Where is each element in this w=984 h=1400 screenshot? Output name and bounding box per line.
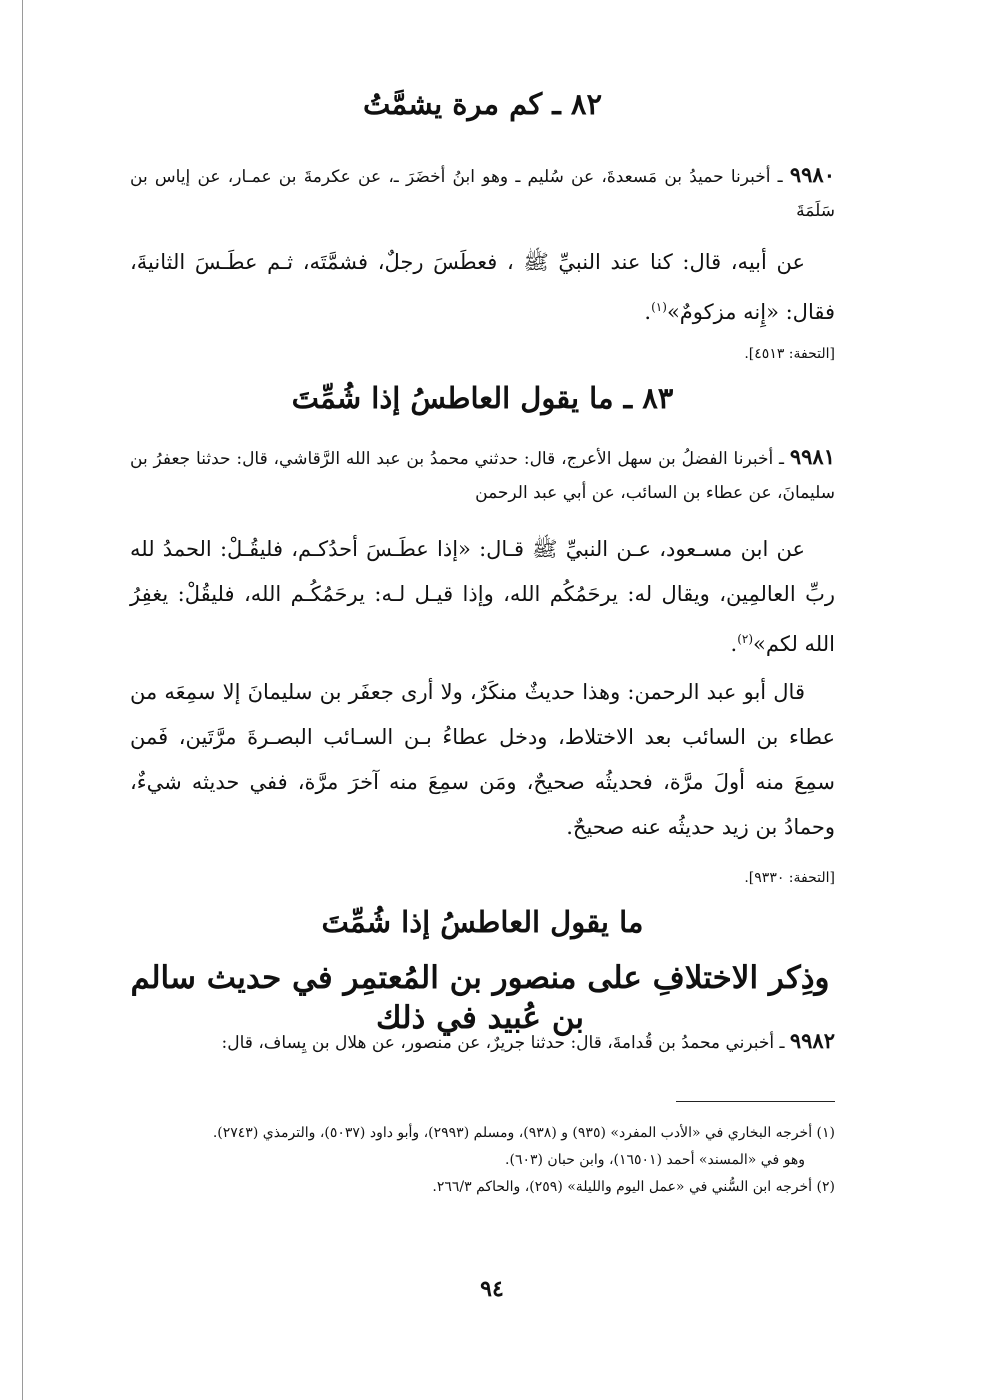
hadith-9981-isnad-block — [130, 440, 835, 510]
footnote-1-line-2: وهو في «المسند» أحمد (١٦٥٠١)، وابن حبان (٦٠٣). — [505, 1152, 805, 1168]
author-comment-block — [130, 670, 835, 850]
footnote-marker-2[interactable]: (٢) — [737, 632, 754, 646]
page-edge-line — [22, 0, 23, 1400]
footnotes — [130, 1120, 835, 1201]
footnote-1-line-1: (١) أخرجه البخاري في «الأدب المفرد» (٩٣٥) و (٩٣٨)، ومسلم (٢٩٩٣)، وأبو داود (٥٠٣٧)، والترمذي (٢٧٤٣). — [212, 1125, 835, 1141]
section-title-1: ما يقول العاطسُ إذا شُمِّتَ — [321, 905, 644, 939]
chapter-83-title: ٨٣ ـ ما يقول العاطسُ إذا شُمِّتَ — [291, 381, 674, 415]
tuhfa-ref-4513: [التحفة: ٤٥١٣]. — [744, 346, 835, 362]
author-comment: قال أبو عبد الرحمن: وهذا حديثٌ منكَرٌ، ولا أرى جعفَر بن سليمانَ إلا سمِعَه من عطاء بن السائب بعد الاختلاط، ودخل عطاءُ بـن السـائب البصـرةَ مرَّتَين، فَمن سمِعَ منه أولَ مرَّة، فحديثُه صحيحٌ، ومَن سمِعَ منه آخرَ مرَّة، ففي حديثه شيءٌ، وحمادُ بن زيد حديثُه عنه صحيحٌ. — [130, 680, 835, 839]
chapter-82-title: ٨٢ ـ كم مرة يشمَّتُ — [362, 87, 603, 121]
hadith-9981-end: . — [730, 632, 738, 656]
hadith-9980-end: . — [644, 300, 652, 324]
section-title-2: وذِكر الاختلافِ على منصور بن المُعتمِر في حديث سالم بن عُبيد في ذلك — [130, 960, 830, 1036]
hadith-9981-matn: عن ابن مسـعود، عـن النبيِّ ﷺ قـال: «إذا عطَـسَ أحدُكـم، فليقُـلْ: الحمدُ لله ربِّ العالمِين، ويقال له: يرحَمُكُم الله، وإذا قيـل لـه: يرحَمُكُـم الله، فليقُلْ: يغفِرُ الله لكم» — [130, 537, 835, 656]
hadith-9981-matn-block — [130, 527, 835, 667]
hadith-9982-number: ٩٩٨٢ — [789, 1028, 835, 1053]
hadith-9981-isnad: ـ أخبرنا الفضلُ بن سهل الأعرج، قال: حدثني محمدُ بن عبد الله الرَّقاشي، قال: حدثنا جعفرُ بن سليمانَ، عن عطاء بن السائب، عن أبي عبد الرحمن — [130, 449, 835, 503]
footnote-marker-1[interactable]: (١) — [651, 300, 667, 314]
footnote-2: (٢) أخرجه ابن السُّني في «عمل اليوم والليلة» (٢٥٩)، والحاكم ٢٦٦/٣. — [432, 1179, 835, 1195]
hadith-9980-matn-block — [130, 240, 835, 335]
page-number: ٩٤ — [480, 1276, 504, 1302]
tuhfa-ref-9330: [التحفة: ٩٣٣٠]. — [744, 870, 835, 886]
hadith-9982-isnad: ـ أخبرني محمدُ بن قُدامةَ، قال: حدثنا جريرٌ، عن منصور، عن هلال بن يِساف، قال: — [221, 1033, 790, 1053]
hadith-9980-isnad-block — [130, 158, 835, 228]
hadith-9980-isnad: ـ أخبرنا حميدُ بن مَسعدةَ، عن سُليم ـ وهو ابنُ أخضَرَ ـ، عن عكرمةَ بن عمـار، عن إياس بن سَلَمَةَ — [130, 167, 835, 221]
footnote-separator — [676, 1101, 835, 1102]
hadith-9982-isnad-block — [130, 1024, 835, 1060]
hadith-9980-matn: عن أبيه، قال: كنا عند النبيِّ ﷺ ، فعطَسَ رجلٌ، فشمَّتَه، ثـم عطَـسَ الثانيةَ، فقال: «إِنه مزكومٌ» — [130, 250, 835, 324]
hadith-9980-number: ٩٩٨٠ — [789, 162, 835, 187]
hadith-9981-number: ٩٩٨١ — [789, 444, 835, 469]
